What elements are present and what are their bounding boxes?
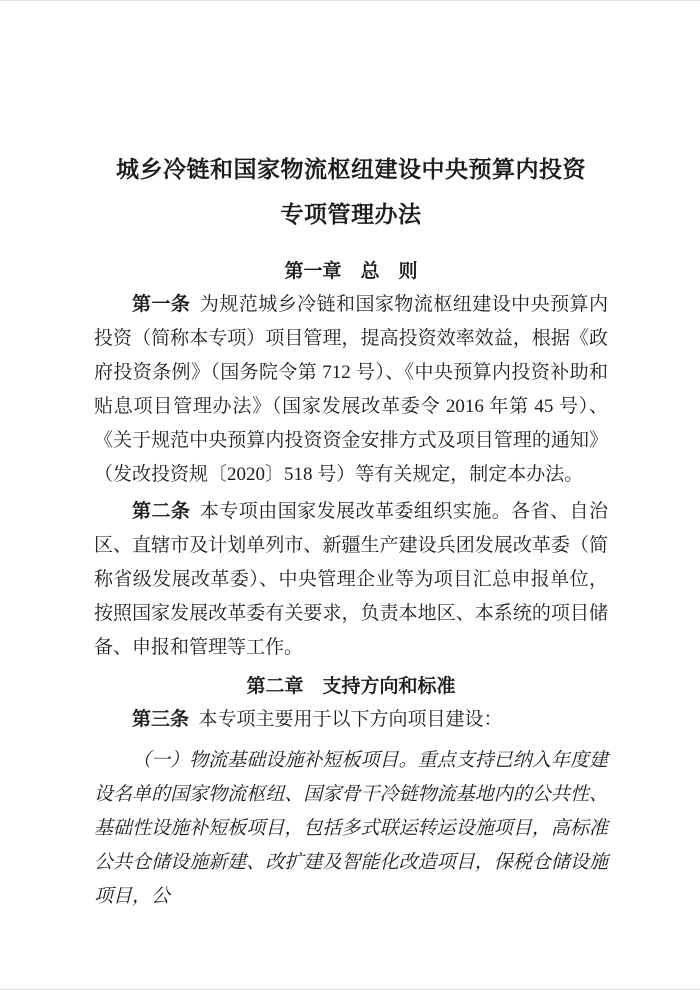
chapter-2-heading: 第二章 支持方向和标准 bbox=[246, 676, 456, 697]
chapter-1-heading: 第一章 总 则 bbox=[284, 261, 418, 282]
article-2-text: 本专项由国家发展改革委组织实施。各省、自治区、直辖市及计划单列市、新疆生产建设兵团发展改革委（简称省级发展改革委）、中央管理企业等为项目汇总申报单位，按照国家发展改革委有关要求，负责本地区、本系统的项目储备、申报和管理等工作。 bbox=[94, 501, 608, 658]
article-1 bbox=[94, 288, 608, 492]
article-2 bbox=[94, 495, 608, 665]
article-3-item-1-number: （一） bbox=[132, 750, 190, 771]
article-1-text: 为规范城乡冷链和国家物流枢纽建设中央预算内投资（简称本专项）项目管理，提高投资效率效益，根据《政府投资条例》（国务院令第 712 号）、《中央预算内投资补助和贴息项目管理办法》（国家发展改革委令 2016 年第 45 号）、《关于规范中央预算内投资资金安排方式及项目管理的通知》（发改投资规〔2020〕518 号）等有关规定，制定本办法。 bbox=[94, 294, 608, 485]
document-title-line-1: 城乡冷链和国家物流枢纽建设中央预算内投资 bbox=[116, 157, 586, 182]
document-title bbox=[94, 147, 608, 237]
article-3-item-1-text: 物流基础设施补短板项目。重点支持已纳入年度建设名单的国家物流枢纽、国家骨干冷链物流基地内的公共性、基础性设施补短板项目，包括多式联运转运设施项目，高标准公共仓储设施新建、改扩建及智能化改造项目，保税仓储设施项目，公 bbox=[94, 750, 608, 907]
document-title-line-2: 专项管理办法 bbox=[280, 202, 422, 227]
article-3-number: 第三条 bbox=[132, 709, 190, 730]
article-2-number: 第二条 bbox=[132, 501, 191, 522]
article-3-item-1 bbox=[94, 744, 608, 914]
article-3-text: 本专项主要用于以下方向项目建设： bbox=[198, 709, 503, 730]
article-1-number: 第一条 bbox=[132, 294, 191, 315]
article-3 bbox=[94, 703, 608, 737]
document-content bbox=[0, 147, 700, 914]
